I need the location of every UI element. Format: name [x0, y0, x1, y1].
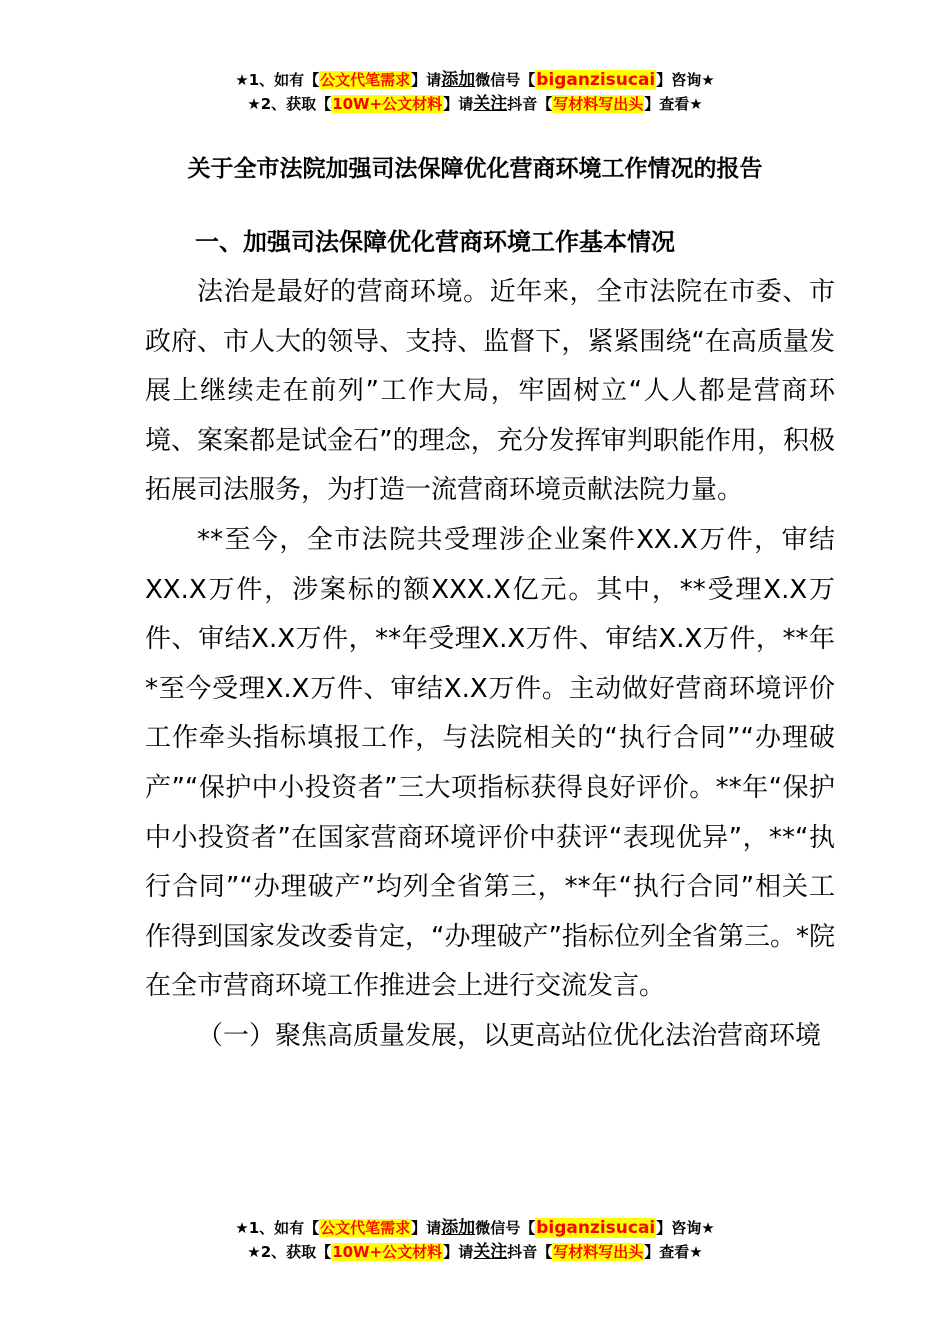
banner-text: 微信号【 [475, 71, 536, 89]
banner-text: ★2、获取【 [247, 95, 332, 113]
underlined-text: 关注 [473, 1242, 508, 1262]
banner-text: ★1、如有【 [235, 1219, 320, 1237]
banner-text: 】请 [411, 1219, 442, 1237]
banner-line-1 [0, 68, 950, 92]
banner-text: 抖音【 [507, 1243, 553, 1261]
banner-text: 】请 [411, 71, 442, 89]
banner-line-2 [0, 92, 950, 116]
banner-text: 】咨询★ [656, 1219, 715, 1237]
underlined-text: 添加 [441, 1218, 476, 1238]
highlight-ghostwriting: 公文代笔需求 [320, 1219, 411, 1237]
banner-text: 微信号【 [475, 1219, 536, 1237]
banner-text: 】查看★ [644, 1243, 703, 1261]
banner-line-2 [0, 1240, 950, 1264]
highlight-ghostwriting: 公文代笔需求 [320, 71, 411, 89]
highlight-wechat-id: biganzisucai [536, 1218, 656, 1238]
banner-text: 】查看★ [644, 95, 703, 113]
subheading-1: （一）聚焦高质量发展，以更高站位优化法治营商环境 [197, 1020, 822, 1051]
banner-text: 抖音【 [507, 95, 553, 113]
highlight-materials: 10W+公文材料 [332, 1243, 443, 1261]
paragraph-intro: 法治是最好的营商环境。近年来，全市法院在市委、市政府、市人大的领导、支持、监督下，紧紧围绕“在高质量发展上继续走在前列”工作大局，牢固树立“人人都是营商环境、案案都是试金石”的理念，充分发挥审判职能作用，积极拓展司法服务，为打造一流营商环境贡献法院力量。 [145, 277, 835, 506]
highlight-douyin: 写材料写出头 [553, 1243, 644, 1261]
highlight-materials: 10W+公文材料 [332, 95, 443, 113]
top-banner [0, 68, 950, 116]
section-heading: 一、加强司法保障优化营商环境工作基本情况 [195, 228, 675, 256]
bottom-banner [0, 1216, 950, 1264]
underlined-text: 添加 [441, 70, 476, 90]
highlight-wechat-id: biganzisucai [536, 70, 656, 90]
banner-text: 】咨询★ [656, 71, 715, 89]
banner-text: 】请 [443, 1243, 474, 1261]
banner-line-1 [0, 1216, 950, 1240]
banner-text: ★1、如有【 [235, 71, 320, 89]
underlined-text: 关注 [473, 94, 508, 114]
document-title: 关于全市法院加强司法保障优化营商环境工作情况的报告 [187, 156, 763, 182]
document-body [145, 268, 835, 1062]
paragraph-statistics: **至今，全市法院共受理涉企业案件XX.X万件，审结XX.X万件，涉案标的额XXX.X亿元。其中，**受理X.X万件、审结X.X万件，**年受理X.X万件、审结X.X万件，**年*至今受理X.X万件、审结X.X万件。主动做好营商环境评价工作牵头指标填报工作，与法院相关的“执行合同”“办理破产”“保护中小投资者”三大项指标获得良好评价。**年“保护中小投资者”在国家营商环境评价中获评“表现优异”，**“执行合同”“办理破产”均列全省第三，**年“执行合同”相关工作得到国家发改委肯定，“办理破产”指标位列全省第三。*院在全市营商环境工作推进会上进行交流发言。 [145, 524, 835, 1002]
banner-text: 】请 [443, 95, 474, 113]
banner-text: ★2、获取【 [247, 1243, 332, 1261]
highlight-douyin: 写材料写出头 [553, 95, 644, 113]
